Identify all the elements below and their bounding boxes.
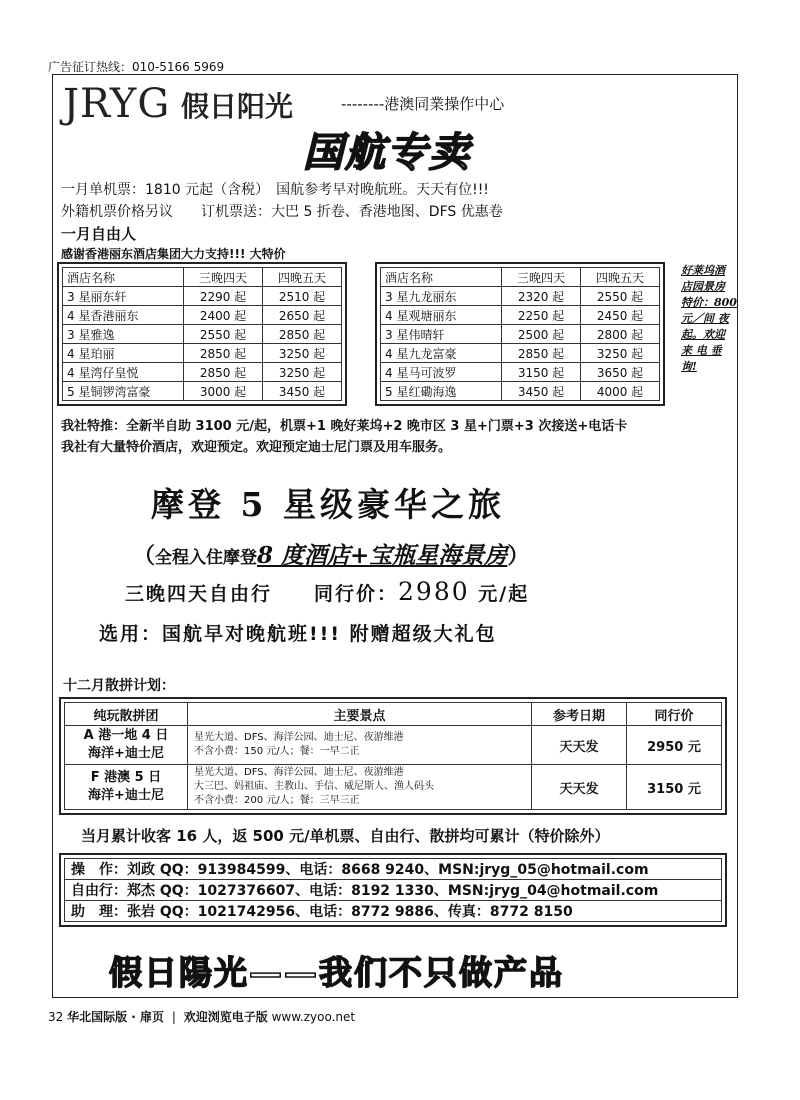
- tour-table-frame: [59, 697, 727, 815]
- table-row: [381, 363, 660, 382]
- tour-name: [65, 765, 188, 810]
- price-3n4d: 3450 起: [502, 382, 581, 401]
- spot-line: 大三巴、妈祖庙、主教山、手信、威尼斯人、渔人码头: [194, 781, 434, 792]
- price-3n4d: 2290 起: [184, 287, 263, 306]
- close-paren: ）: [507, 544, 530, 569]
- col-3n4d: 三晚四天: [502, 268, 581, 287]
- table-row: [63, 382, 342, 401]
- price-3n4d: 2250 起: [502, 306, 581, 325]
- note-line: 店园景房: [681, 280, 725, 293]
- hotel-header-row: [381, 268, 660, 287]
- tour-header-row: [65, 703, 722, 726]
- spot-line: 不含小费：150 元/人；餐：一早二正: [194, 746, 360, 757]
- brand-logo-cn: 假日阳光: [181, 90, 294, 123]
- col-price: 同行价: [627, 703, 722, 726]
- price-prefix: 三晚四天自由行 同行价：: [125, 583, 399, 605]
- price-3n4d: 2320 起: [502, 287, 581, 306]
- promo-line-2: 我社有大量特价酒店，欢迎预定。欢迎预定迪士尼门票及用车服务。: [61, 440, 452, 455]
- price-3n4d: 2400 起: [184, 306, 263, 325]
- note-line: 询!: [681, 360, 697, 373]
- footer-divider: |: [171, 1010, 176, 1024]
- note-line: 起。欢迎: [681, 328, 725, 341]
- hotel-table-left-frame: [57, 262, 347, 406]
- col-hotel-name: 酒店名称: [63, 268, 184, 287]
- price-4n5d: 3250 起: [263, 344, 342, 363]
- spot-line: 不含小费：200 元/人；餐：三早三正: [194, 795, 360, 806]
- table-row: [381, 306, 660, 325]
- table-row: [63, 287, 342, 306]
- col-spots: 主要景点: [188, 703, 532, 726]
- price-4n5d: 2450 起: [581, 306, 660, 325]
- note-line: 来 电 垂: [681, 344, 722, 357]
- price-3n4d: 2850 起: [184, 344, 263, 363]
- luxury-price-line: [125, 577, 529, 606]
- special-sale-title: 国航专卖: [303, 130, 471, 176]
- table-row: [65, 859, 722, 880]
- page-footer: [48, 1008, 355, 1025]
- table-row: [65, 726, 722, 765]
- page-number: 32: [48, 1010, 64, 1024]
- note-line: 好莱坞酒: [681, 264, 725, 277]
- price-4n5d: 3250 起: [581, 344, 660, 363]
- tour-price: 3150 元: [627, 765, 722, 810]
- brand-subtitle: --------港澳同業操作中心: [341, 95, 505, 113]
- col-4n5d: 四晚五天: [581, 268, 660, 287]
- stay-prefix: 全程入住摩登: [155, 548, 258, 568]
- tour-name-line: 海洋+迪士尼: [88, 788, 164, 803]
- table-row: [381, 287, 660, 306]
- december-plan-heading: 十二月散拼计划：: [63, 678, 175, 694]
- hotel-name: 3 星丽东轩: [63, 287, 184, 306]
- brand-slogan: 假日陽光——我们不只做产品: [109, 953, 564, 992]
- contact-assistant: 助 理：张岩 QQ：1021742956、电话：8772 9886、传真：8772 8150: [65, 901, 722, 922]
- note-line: 元／间 夜: [681, 312, 729, 325]
- price-3n4d: 2550 起: [184, 325, 263, 344]
- hotel-name: 4 星马可波罗: [381, 363, 502, 382]
- contact-table: [64, 858, 722, 922]
- open-paren: （: [133, 544, 156, 569]
- promo-line-1: 我社特推：全新半自助 3100 元/起，机票+1 晚好莱坞+2 晚市区 3 星+门票+3 次接送+电话卡: [61, 419, 628, 434]
- hotel-name: 4 星九龙富豪: [381, 344, 502, 363]
- hotel-name: 4 星观塘丽东: [381, 306, 502, 325]
- price-4n5d: 2510 起: [263, 287, 342, 306]
- price-4n5d: 3650 起: [581, 363, 660, 382]
- intro-line-1: 一月单机票：1810 元起（含税） 国航参考早对晚航班。天天有位!!!: [61, 182, 489, 198]
- table-row: [65, 901, 722, 922]
- price-value: 2980: [398, 577, 470, 606]
- tour-date: 天天发: [532, 765, 627, 810]
- tour-name-line: 海洋+迪士尼: [88, 746, 164, 761]
- price-suffix: 元/起: [478, 583, 530, 605]
- hotel-name: 3 星九龙丽东: [381, 287, 502, 306]
- table-row: [63, 325, 342, 344]
- stay-highlight: 8 度酒店+宝瓶星海景房: [257, 542, 508, 569]
- col-date: 参考日期: [532, 703, 627, 726]
- tour-table: [64, 702, 722, 810]
- hotel-table-left: [62, 267, 342, 401]
- ad-hotline: 广告征订热线：010-5166 5969: [48, 60, 225, 74]
- hotel-name: 4 星珀丽: [63, 344, 184, 363]
- price-3n4d: 2500 起: [502, 325, 581, 344]
- tour-date: 天天发: [532, 726, 627, 765]
- tour-spots: [188, 726, 532, 765]
- price-4n5d: 2800 起: [581, 325, 660, 344]
- price-3n4d: 3000 起: [184, 382, 263, 401]
- table-row: [65, 765, 722, 810]
- ad-frame: [52, 74, 738, 998]
- luxury-tour-title: 摩登 5 星级豪华之旅: [151, 485, 505, 524]
- price-4n5d: 3450 起: [263, 382, 342, 401]
- note-line: 特价：800: [681, 296, 737, 309]
- table-row: [63, 363, 342, 382]
- intro-line-2: 外籍机票价格另议 订机票送：大巴 5 折卷、香港地图、DFS 优惠卷: [61, 204, 503, 220]
- price-4n5d: 2650 起: [263, 306, 342, 325]
- luxury-flight-line: 选用：国航早对晚航班!!! 附赠超级大礼包: [99, 623, 497, 645]
- hotel-table-right-frame: [375, 262, 665, 406]
- accumulation-note: 当月累计收客 16 人，返 500 元/单机票、自由行、散拼均可累计（特价除外）: [81, 827, 610, 845]
- footer-url[interactable]: www.zyoo.net: [271, 1010, 356, 1024]
- tour-name: [65, 726, 188, 765]
- hollywood-hotel-note: [681, 263, 745, 375]
- price-3n4d: 2850 起: [502, 344, 581, 363]
- spot-line: 星光大道、DFS、海洋公园、迪士尼、夜游维港: [194, 767, 404, 778]
- hotel-name: 3 星伟晴轩: [381, 325, 502, 344]
- hotel-header-row: [63, 268, 342, 287]
- table-row: [65, 880, 722, 901]
- contact-free-travel: 自由行：郑杰 QQ：1027376607、电话：8192 1330、MSN:jryg_04@hotmail.com: [65, 880, 722, 901]
- table-row: [63, 306, 342, 325]
- hotel-table-right: [380, 267, 660, 401]
- tour-spots: [188, 765, 532, 810]
- col-3n4d: 三晚四天: [184, 268, 263, 287]
- table-row: [63, 344, 342, 363]
- hotel-name: 4 星香港丽东: [63, 306, 184, 325]
- tour-name-line: F 港澳 5 日: [90, 770, 162, 785]
- col-tour-name: 纯玩散拼团: [65, 703, 188, 726]
- contact-table-frame: [59, 853, 727, 927]
- price-4n5d: 2850 起: [263, 325, 342, 344]
- hotel-name: 4 星湾仔皇悦: [63, 363, 184, 382]
- tour-price: 2950 元: [627, 726, 722, 765]
- col-hotel-name: 酒店名称: [381, 268, 502, 287]
- luxury-stay-line: [133, 537, 529, 570]
- hotel-name: 5 星铜锣湾富豪: [63, 382, 184, 401]
- table-row: [381, 382, 660, 401]
- price-3n4d: 3150 起: [502, 363, 581, 382]
- price-4n5d: 2550 起: [581, 287, 660, 306]
- free-travel-thanks: 感谢香港丽东酒店集团大力支持!!! 大特价: [61, 247, 286, 261]
- free-travel-heading: 一月自由人: [61, 225, 137, 243]
- price-4n5d: 3250 起: [263, 363, 342, 382]
- table-row: [381, 344, 660, 363]
- spot-line: 星光大道、DFS、海洋公园、迪士尼、夜游维港: [194, 732, 404, 743]
- table-row: [381, 325, 660, 344]
- col-4n5d: 四晚五天: [263, 268, 342, 287]
- footer-welcome: 欢迎浏览电子版: [183, 1010, 268, 1024]
- price-4n5d: 4000 起: [581, 382, 660, 401]
- hotel-name: 5 星红磡海逸: [381, 382, 502, 401]
- price-3n4d: 2850 起: [184, 363, 263, 382]
- tour-name-line: A 港一地 4 日: [83, 728, 169, 743]
- brand-logo-en: JRYG: [63, 81, 171, 127]
- edition-name: 华北国际版 · 扉页: [67, 1010, 165, 1024]
- hotel-name: 3 星雅逸: [63, 325, 184, 344]
- contact-operation: 操 作：刘政 QQ：913984599、电话：8668 9240、MSN:jryg_05@hotmail.com: [65, 859, 722, 880]
